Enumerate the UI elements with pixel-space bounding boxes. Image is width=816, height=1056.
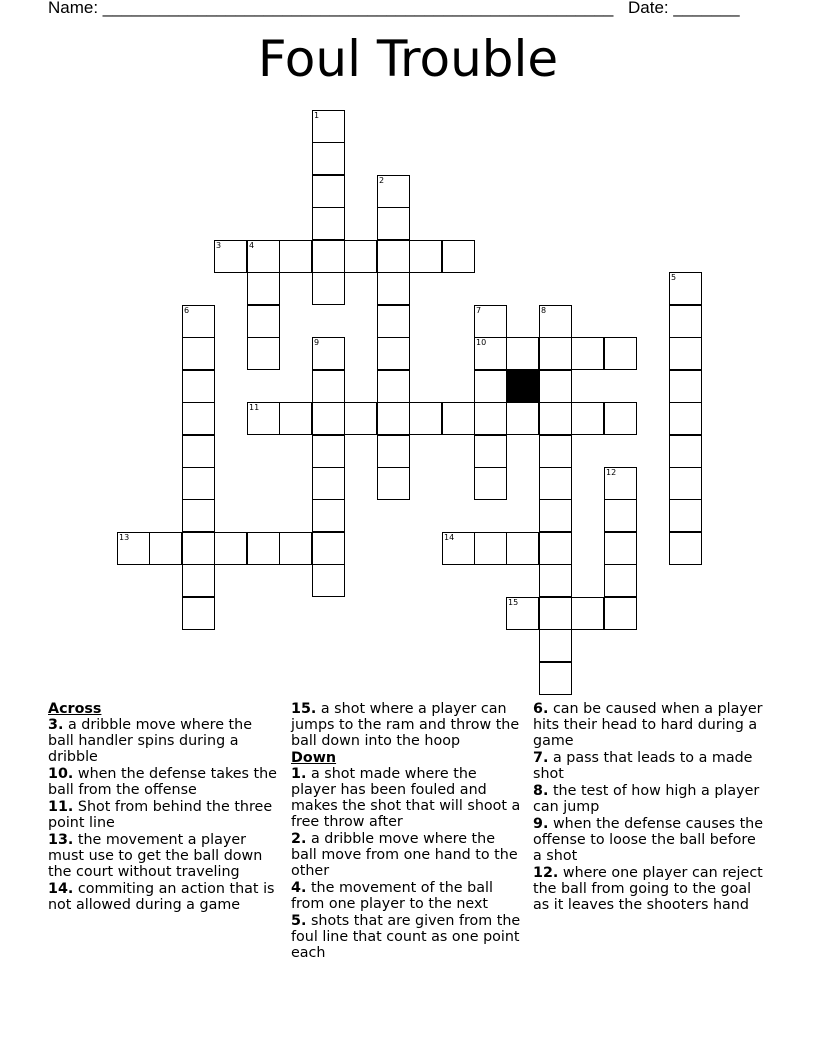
grid-cell[interactable] — [669, 337, 702, 370]
grid-cell[interactable] — [377, 207, 410, 240]
grid-cell[interactable] — [312, 207, 345, 240]
clue-across-13: 13. the movement a player must use to get the ball down the court without traveling — [48, 832, 263, 880]
clue-across-11: 11. Shot from behind the three point line — [48, 799, 273, 831]
clue-down-12: 12. where one player can reject the ball from going to the goal as it leaves the shooters hand — [533, 865, 763, 913]
grid-cell[interactable] — [474, 467, 507, 500]
clue-number: 5 — [671, 273, 677, 282]
grid-cell[interactable] — [604, 597, 637, 630]
grid-cell[interactable] — [474, 305, 507, 338]
grid-cell[interactable] — [182, 564, 215, 597]
grid-cell[interactable] — [377, 435, 410, 468]
grid-cell[interactable] — [506, 402, 539, 435]
grid-cell[interactable] — [182, 305, 215, 338]
grid-cell[interactable] — [377, 272, 410, 305]
grid-cell[interactable] — [474, 402, 507, 435]
name-field[interactable]: Name: ______________________________________________________ — [48, 0, 614, 17]
grid-cell[interactable] — [182, 370, 215, 403]
grid-cell[interactable] — [377, 370, 410, 403]
grid-cell[interactable] — [312, 499, 345, 532]
grid-cell[interactable] — [669, 402, 702, 435]
grid-cell[interactable] — [247, 532, 280, 565]
grid-cell[interactable] — [182, 337, 215, 370]
grid-cell[interactable] — [604, 564, 637, 597]
clue-down-2: 2. a dribble move where the ball move from one hand to the other — [291, 831, 518, 879]
clue-down-7: 7. a pass that leads to a made shot — [533, 750, 753, 782]
grid-cell[interactable] — [182, 499, 215, 532]
grid-cell[interactable] — [539, 467, 572, 500]
grid-cell[interactable] — [312, 564, 345, 597]
grid-cell[interactable] — [604, 402, 637, 435]
grid-cell[interactable] — [344, 402, 377, 435]
grid-cell[interactable] — [571, 597, 604, 630]
grid-cell[interactable] — [214, 240, 247, 273]
grid-cell[interactable] — [182, 532, 215, 565]
clue-number: 6 — [184, 306, 190, 315]
clue-number: 10 — [476, 338, 487, 347]
grid-cell[interactable] — [377, 337, 410, 370]
clues-column-3 — [533, 701, 765, 914]
grid-cell[interactable] — [214, 532, 247, 565]
grid-cell[interactable] — [474, 370, 507, 403]
grid-cell[interactable] — [312, 402, 345, 435]
black-square — [506, 370, 539, 403]
across-heading: Across — [48, 701, 102, 717]
grid-cell[interactable] — [669, 467, 702, 500]
clue-number: 4 — [249, 241, 255, 250]
grid-cell[interactable] — [279, 532, 312, 565]
grid-cell[interactable] — [539, 532, 572, 565]
grid-cell[interactable] — [474, 337, 507, 370]
clue-down-6: 6. can be caused when a player hits their head to hard during a game — [533, 701, 763, 749]
grid-cell[interactable] — [669, 499, 702, 532]
grid-cell[interactable] — [474, 435, 507, 468]
clue-down-8: 8. the test of how high a player can jump — [533, 783, 760, 815]
grid-cell[interactable] — [442, 532, 475, 565]
clue-across-14: 14. commiting an action that is not allowed during a game — [48, 881, 275, 913]
grid-cell[interactable] — [539, 499, 572, 532]
grid-cell[interactable] — [506, 597, 539, 630]
clue-number: 11 — [249, 403, 260, 412]
clue-down-4: 4. the movement of the ball from one player to the next — [291, 880, 493, 912]
grid-cell[interactable] — [669, 305, 702, 338]
clue-across-3: 3. a dribble move where the ball handler spins during a dribble — [48, 717, 253, 765]
grid-cell[interactable] — [539, 662, 572, 695]
date-field[interactable]: Date: _______ — [628, 0, 740, 17]
clue-down-9: 9. when the defense causes the offense to loose the ball before a shot — [533, 816, 764, 864]
grid-cell[interactable] — [539, 370, 572, 403]
grid-cell[interactable] — [669, 370, 702, 403]
grid-cell[interactable] — [377, 467, 410, 500]
clue-number: 3 — [216, 241, 222, 250]
clue-number: 1 — [314, 111, 320, 120]
grid-cell[interactable] — [539, 564, 572, 597]
grid-cell[interactable] — [182, 435, 215, 468]
clue-number: 15 — [508, 598, 519, 607]
grid-cell[interactable] — [539, 337, 572, 370]
clue-across-15: 15. a shot where a player can jumps to the ram and throw the ball down into the hoop — [291, 701, 520, 749]
grid-cell[interactable] — [604, 532, 637, 565]
grid-cell[interactable] — [312, 272, 345, 305]
grid-cell[interactable] — [312, 337, 345, 370]
grid-cell[interactable] — [344, 240, 377, 273]
grid-cell[interactable] — [669, 272, 702, 305]
grid-cell[interactable] — [539, 597, 572, 630]
clue-number: 14 — [444, 533, 455, 542]
grid-cell[interactable] — [604, 337, 637, 370]
grid-cell[interactable] — [669, 435, 702, 468]
clue-across-10: 10. when the defense takes the ball from the offense — [48, 766, 277, 798]
grid-cell[interactable] — [312, 435, 345, 468]
grid-cell[interactable] — [604, 467, 637, 500]
grid-cell[interactable] — [442, 402, 475, 435]
grid-cell[interactable] — [182, 467, 215, 500]
grid-cell[interactable] — [474, 532, 507, 565]
grid-cell[interactable] — [312, 467, 345, 500]
grid-cell[interactable] — [571, 402, 604, 435]
grid-cell[interactable] — [539, 435, 572, 468]
grid-cell[interactable] — [247, 337, 280, 370]
grid-cell[interactable] — [377, 402, 410, 435]
grid-cell[interactable] — [442, 240, 475, 273]
clue-number: 12 — [606, 468, 617, 477]
grid-cell[interactable] — [149, 532, 182, 565]
grid-cell[interactable] — [604, 499, 637, 532]
grid-cell[interactable] — [312, 110, 345, 143]
grid-cell[interactable] — [312, 370, 345, 403]
grid-cell[interactable] — [247, 402, 280, 435]
grid-cell[interactable] — [312, 240, 345, 273]
grid-cell[interactable] — [182, 402, 215, 435]
clue-number: 13 — [119, 533, 130, 542]
grid-cell[interactable] — [247, 305, 280, 338]
grid-cell[interactable] — [279, 240, 312, 273]
clue-number: 8 — [541, 306, 547, 315]
grid-cell[interactable] — [377, 240, 410, 273]
grid-cell[interactable] — [539, 402, 572, 435]
puzzle-title: Foul Trouble — [257, 30, 559, 88]
clues-column-2 — [291, 701, 523, 962]
grid-cell[interactable] — [377, 305, 410, 338]
grid-cell[interactable] — [247, 240, 280, 273]
clue-number: 9 — [314, 338, 320, 347]
grid-cell[interactable] — [312, 532, 345, 565]
clues-column-1 — [48, 701, 280, 914]
grid-cell[interactable] — [571, 337, 604, 370]
clue-down-5: 5. shots that are given from the foul line that count as one point each — [291, 913, 521, 961]
grid-cell[interactable] — [506, 337, 539, 370]
grid-cell[interactable] — [409, 240, 442, 273]
grid-cell[interactable] — [506, 532, 539, 565]
clue-down-1: 1. a shot made where the player has been fouled and makes the shot that will shoot a free throw after — [291, 766, 521, 830]
grid-cell[interactable] — [539, 629, 572, 662]
grid-cell[interactable] — [409, 402, 442, 435]
grid-cell[interactable] — [279, 402, 312, 435]
grid-cell[interactable] — [312, 175, 345, 208]
grid-cell[interactable] — [669, 532, 702, 565]
grid-cell[interactable] — [182, 597, 215, 630]
down-heading: Down — [291, 750, 337, 766]
grid-cell[interactable] — [247, 272, 280, 305]
grid-cell[interactable] — [377, 175, 410, 208]
grid-cell[interactable] — [312, 142, 345, 175]
grid-cell[interactable] — [117, 532, 150, 565]
clue-number: 2 — [379, 176, 385, 185]
grid-cell[interactable] — [539, 305, 572, 338]
clue-number: 7 — [476, 306, 482, 315]
